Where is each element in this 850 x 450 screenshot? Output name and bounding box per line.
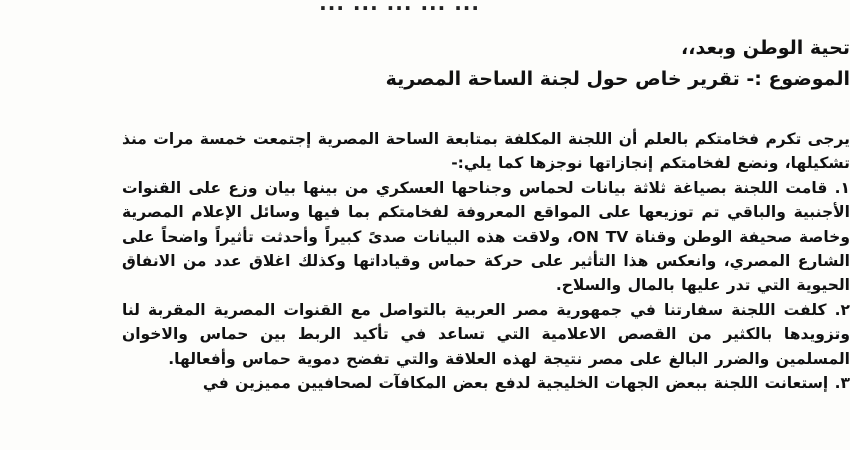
letter-body xyxy=(122,127,850,395)
list-item-1: ١. قامت اللجنة بصياغة ثلاثة بيانات لحماس وجناحها العسكري من بينها بيان وزع على القنوات الأجنبية والباقي تم توزيعها على المواقع المعروفة لفخامتكم بما فيها وسائل الإعلام المصرية وخاصة صحيفة الوطن وقناة ON TV، ولاقت هذه البيانات صدىً كبيراً وأحدثت تأثيراً واضحاً على الشارع المصري، وانعكس هذا التأثير على حركة حماس وقياداتها وكذلك اغلاق عدد من الانفاق الحيوية التي تدر عليها بالمال والسلاح. xyxy=(122,178,850,295)
subject-line: الموضوع :- تقرير خاص حول لجنة الساحة المصرية xyxy=(385,68,850,90)
list-item-3: ٣. إستعانت اللجنة ببعض الجهات الخليجية لدفع بعض المكافآت لصحافيين مميزين في xyxy=(202,374,850,393)
greeting-line: تحية الوطن وبعد،، xyxy=(681,37,850,59)
list-item-2: ٢. كلفت اللجنة سفارتنا في جمهورية مصر العربية بالتواصل مع القنوات المصرية المقربة لنا وتزويدها بالكثير من القصص الاعلامية التي تساعد في تأكيد الربط بين حماس والاخوان المسلمين والضرر البالغ على مصر نتيجة لهذه العلاقة والتي تفضح دموية حماس وأفعالها. xyxy=(122,300,850,368)
intro-paragraph: يرجى تكرم فخامتكم بالعلم أن اللجنة المكلفة بمتابعة الساحة المصرية إجتمعت خمسة مرات منذ تشكيلها، ونضع لفخامتكم إنجازاتها نوجزها كما يلي:- xyxy=(122,130,850,173)
cut-off-header-line: ... ... ... ... ... xyxy=(319,0,480,15)
